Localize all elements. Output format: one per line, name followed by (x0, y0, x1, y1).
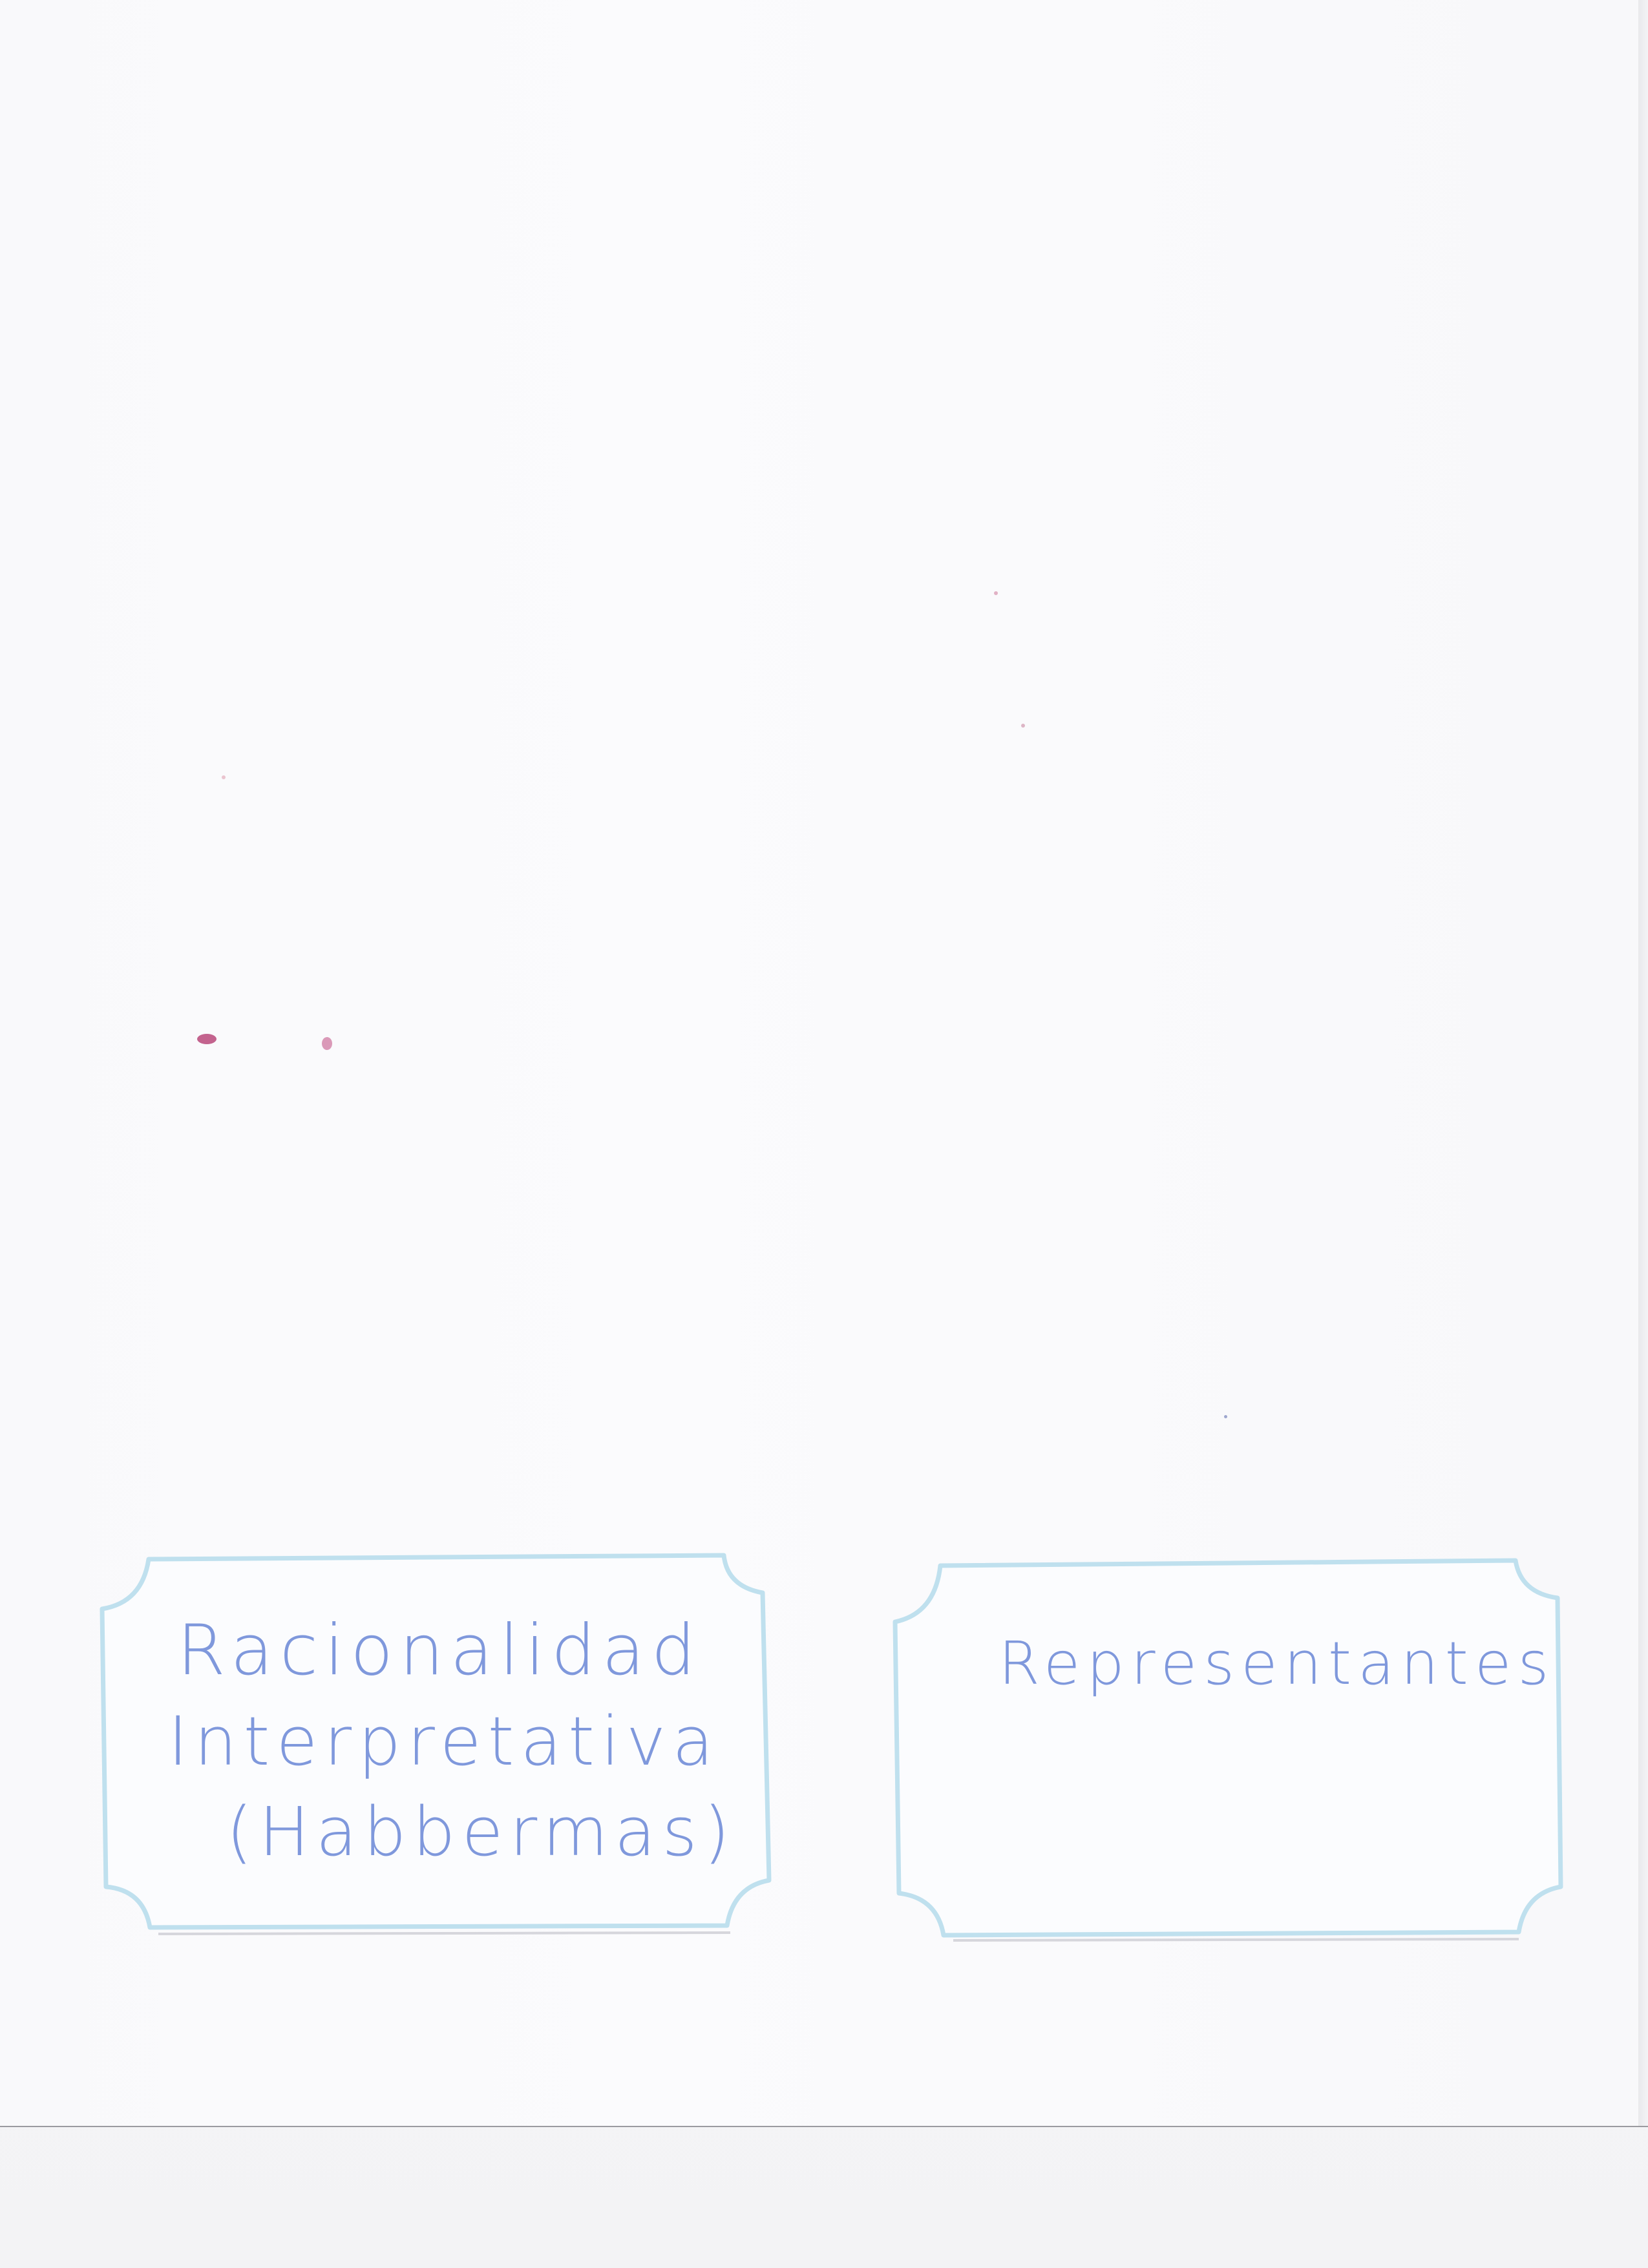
card-text-line: Racionalidad (176, 1610, 703, 1691)
ink-speck (222, 775, 226, 779)
label-card-racionalidad (97, 1548, 776, 1935)
ink-speck (1021, 724, 1025, 728)
sheet-bottom-edge (0, 2126, 1648, 2127)
card-frame (889, 1554, 1567, 1942)
card-text-line: Interpretativa (168, 1702, 721, 1781)
ink-speck (1224, 1415, 1227, 1418)
ink-speck (197, 1034, 217, 1044)
card-text-line: Representantes (998, 1629, 1556, 1698)
card-text-line: (Habbermas) (226, 1792, 737, 1871)
label-card-representantes (889, 1554, 1567, 1942)
ink-speck (322, 1037, 332, 1050)
sheet-right-edge (1638, 0, 1648, 2127)
ink-speck (994, 591, 998, 595)
